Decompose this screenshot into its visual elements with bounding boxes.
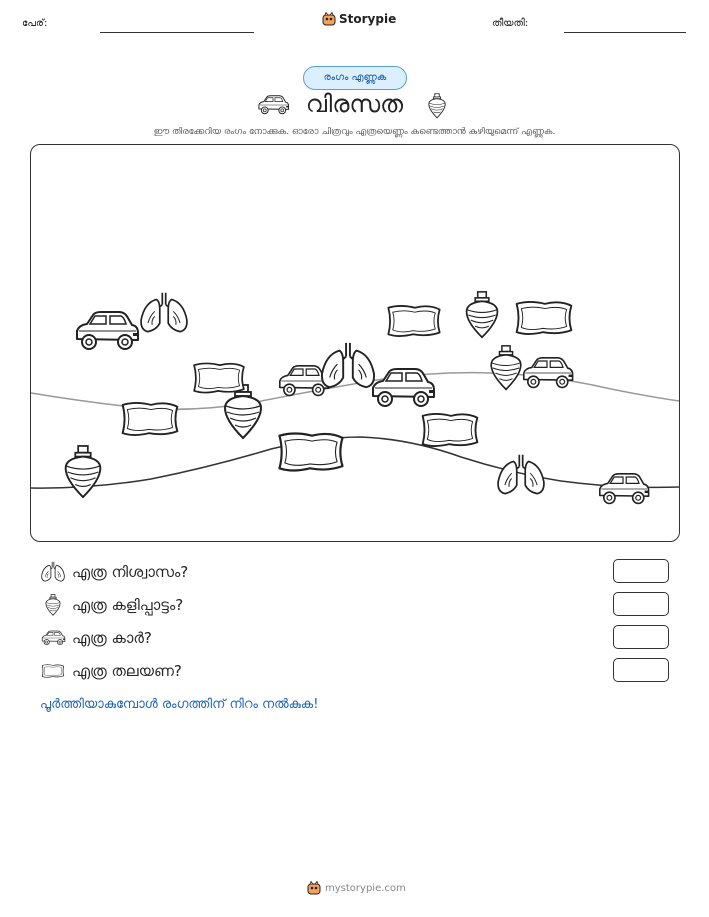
storypie-logo-icon: [307, 881, 321, 895]
question-pillows: [40, 659, 182, 683]
answer-box-breaths[interactable]: [613, 559, 669, 583]
spinning-top-icon: [427, 93, 447, 119]
answer-box-pillows[interactable]: [613, 658, 669, 682]
pillow-icon: [40, 660, 66, 682]
answer-box-toys[interactable]: [613, 592, 669, 616]
site-url[interactable]: mystorypie.com: [325, 882, 406, 894]
pillow-icon: [388, 306, 439, 336]
question-text: എത്ര കളിപ്പാട്ടം?: [72, 596, 184, 614]
question-cars: [40, 626, 152, 650]
car-icon: [600, 474, 649, 504]
spinning-top-icon: [225, 385, 261, 438]
car-icon: [373, 369, 434, 406]
lungs-icon: [141, 293, 187, 332]
spinning-top-icon: [467, 292, 498, 337]
counting-scene: [30, 144, 680, 542]
pillow-icon: [123, 403, 178, 435]
brand-name: Storypie: [339, 12, 397, 26]
date-line[interactable]: [564, 32, 686, 33]
brand: [322, 12, 396, 26]
pillow-icon: [194, 363, 244, 392]
foreground-hill-line: [31, 437, 679, 488]
car-icon: [524, 358, 573, 388]
lungs-icon: [498, 455, 544, 494]
car-icon: [280, 366, 329, 396]
question-text: എത്ര തലയണ?: [72, 662, 182, 680]
scene-illustration: [31, 145, 679, 541]
pillow-icon: [517, 302, 572, 334]
footer-site: [307, 881, 406, 895]
spinning-top-icon: [40, 594, 66, 616]
question-breaths: [40, 560, 188, 584]
page-title: വിരസത: [305, 90, 404, 118]
pillow-icon: [279, 434, 342, 471]
date-label: തീയതി:: [492, 18, 529, 29]
question-text: എത്ര നിശ്വാസം?: [72, 563, 189, 581]
instructions: ഈ തിരക്കേറിയ രംഗം നോക്കുക. ഓരോ ചിത്രവും എത്രയെണ്ണം കണ്ടെത്താൻ കഴിയുമെന്ന് എണ്ണുക.: [153, 127, 556, 137]
spinning-top-icon: [66, 446, 101, 497]
car-icon: [77, 312, 138, 349]
storypie-logo-icon: [322, 12, 336, 26]
activity-badge: രംഗം എണ്ണുക: [303, 66, 407, 90]
name-line[interactable]: [100, 32, 254, 33]
answer-box-cars[interactable]: [613, 625, 669, 649]
pillow-icon: [423, 414, 478, 446]
question-text: എത്ര കാർ?: [72, 629, 152, 647]
spinning-top-icon: [491, 346, 521, 390]
lungs-icon: [40, 561, 66, 583]
question-toys: [40, 593, 183, 617]
lungs-icon: [322, 343, 374, 387]
car-icon: [40, 627, 66, 649]
color-instruction: പൂർത്തിയാകുമ്പോൾ രംഗത്തിന് നിറം നൽകുക!: [40, 697, 319, 712]
name-label: പേര്:: [22, 18, 48, 29]
